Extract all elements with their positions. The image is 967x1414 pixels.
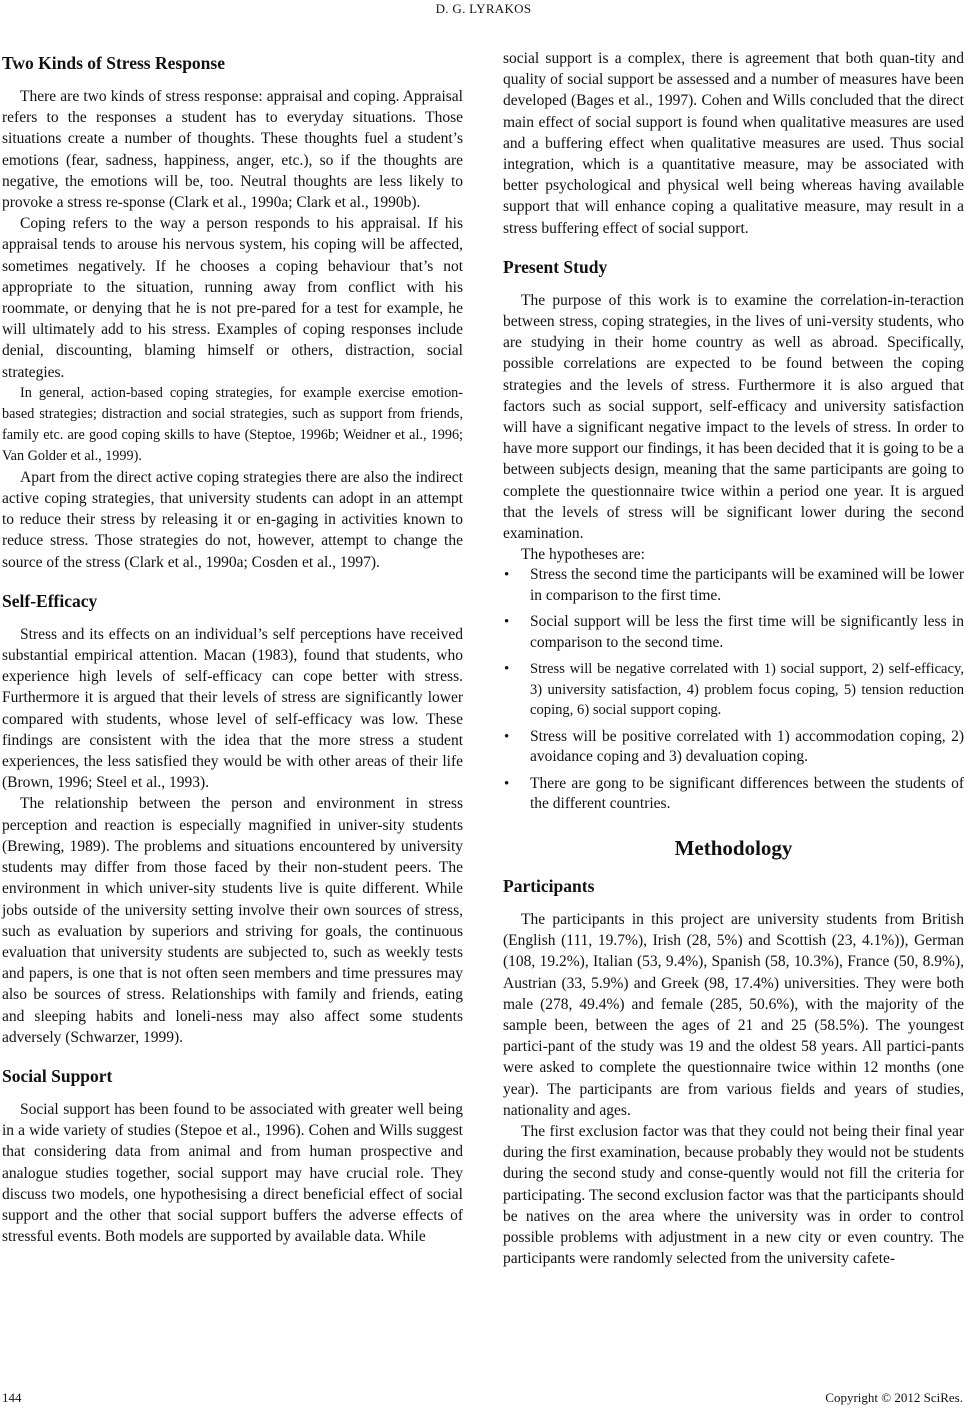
list-item [503,774,964,815]
paragraph: Apart from the direct active coping strategies there are also the indirect active coping strategies, that university students can adopt in an attempt to reduce their stress by releasing it or en-gaging in activities known to reduce stress. Those strategies do not, however, attempt to change the source of the stress (Clark et al., 1990a; Cosden et al., 1997). [2,468,463,571]
paragraph: Social support has been found to be associated with greater well being in a wide variety of studies (Stepoe et al., 1996). Cohen and Wills suggest that considering data from animal and from human prospective and analogue studies together, social support may have crucial role. They discuss two models, one hypothesising a direct beneficial effect of social support and the other that social support buffers the adverse effects of stressful events. Both models are supported by available data. While [2,1100,463,1246]
subsection-title-participants: Participants [503,875,595,896]
list-item [503,565,964,606]
section-title-methodology: Methodology [674,835,793,860]
section-title-social-support: Social Support [2,1065,113,1086]
list-item [503,659,964,721]
section-title-self-efficacy: Self-Efficacy [2,590,98,611]
hypothesis-text: Stress will be negative correlated with 1) social support, 2) self-efficacy, 3) university satisfaction, 4) problem focus coping, 5) tension reduction coping, 6) social support coping. [530,661,964,719]
hypothesis-text: There are gong to be significant differences between the students of the different countries. [530,774,964,813]
list-item [503,727,964,768]
paragraph: There are two kinds of stress response: appraisal and coping. Appraisal refers to the responses a student has to everyday situations. Those situations create a number of thoughts. These thoughts fuel a student’s emotions (fear, sadness, happiness, anger, etc.), so if the thoughts are negative, the emotions will be, too. Neutral thoughts are less likely to provoke a stress re-sponse (Clark et al., 1990a; Clark et al., 1990b). [2,88,463,212]
list-item [503,612,964,653]
left-column [2,48,463,1247]
bullet-icon: • [504,728,510,745]
copyright-notice: Copyright © 2012 SciRes. [825,1390,963,1405]
paragraph: The participants in this project are university students from British (English (111, 19.7%), Irish (28, 5%) and Scottish (23, 4.1%)), German (108, 19.2%), Italian (53, 9.4%), Spanish (58, 10.3%), France (50, 8.9%), Austrian (33, 5.9%) and Greek (98, 17.4%) universities. They were both male (278, 49.4%) and female (285, 50.6%), with the majority of the sample been, between the ages of 21 and 25 (58.5%). The youngest partici-pant of the study was 19 and the oldest 58 years. All partici-pants were asked to complete the questionnaire twice within 12 months (one year). The participants are from various fields and years of studies, nationality and ages. [503,910,964,1119]
section-title-stress-response: Two Kinds of Stress Response [2,53,225,73]
hypotheses-intro: The hypotheses are: [521,546,645,564]
paragraph: Stress and its effects on an individual’s self perceptions have received substantial empirical attention. Macan (1983), found that students, who experience high levels of self-efficacy can cope better with stress. Furthermore it is argued that their levels of stress are significantly lower compared with students, whose level of self-efficacy was low. These findings are consistent with the idea that the more stress a student experiences, the less satisfied they would be with other areas of their life (Brown, 1996; Steel et al., 1993). [2,625,463,792]
paragraph: The purpose of this work is to examine the correlation-in-teraction between stress, coping strategies, in the lives of uni-versity students, who are studying in their home country as well as abroad. Specifically, possible correlations are expected to be found between the coping strategies and the levels of stress. Furthermore it is also argued that factors such as social support, self-efficacy and university satisfaction will have a significant negative impact to the levels of stress. In order to have more support our findings, it has been decided that it is going to be a between subjects design, meaning that the same participants are going to complete the questionnaire twice within a period one year. It is argued that the levels of stress will be significant lower during the second examination. [503,291,964,543]
hypothesis-text: Social support will be less the first time will be significantly less in comparison to the second time. [530,613,964,651]
page-number: 144 [2,1390,22,1405]
paragraph: The first exclusion factor was that they could not being their final year during the first examination, because probably they would not be students during the second study and conse-quently would not fill the criteria for participating. The second exclusion factor was that the participants should be natives on the area where the university was in order to control possible problems with adjustment in a new city or even country. The participants were randomly selected from the university cafete- [503,1123,964,1268]
paragraph-continuation: social support is a complex, there is agreement that both quan-tity and quality of social support be assessed and a number of measures have been developed (Bages et al., 1997). Cohen and Wills concluded that the direct main effect of social support is found when qualitative measures are used and a buffering effect when qualitative measures are used. Thus social integration, which is a quantitative measure, may be associated with better psychological and physical well being whereas having available support that will enhance coping a qualitative measure, may result in a stress buffering effect of social support. [503,50,964,237]
hypothesis-text: Stress the second time the participants will be examined will be lower in comparison to the first time. [530,566,964,604]
hypothesis-text: Stress will be positive correlated with 1) accommodation coping, 2) avoidance coping and 3) devaluation coping. [530,727,964,766]
bullet-icon: • [504,661,510,678]
bullet-icon: • [504,567,510,584]
paragraph: The relationship between the person and environment in stress perception and reaction is especially magnified in univer-sity students (Brewing, 1989). The problems and situations encountered by university students may differ from those faced by their non-student peers. The environment in which univer-sity students live is quite different. While jobs outside of the university setting involve their own sources of stress, such as evaluation by superiors and striving for goals, the continuous evaluation that university students are subjected to, such as weekly tests and papers, is one that is not often seen members and time pressures may also be sources of stress. Relationships with family and friends, eating and sleeping habits and loneli-ness may also affect some students adversely (Schwarzer, 1999). [2,795,463,1046]
right-column [503,48,964,1269]
hypotheses-list [503,565,964,815]
paragraph: In general, action-based coping strategies, for example exercise emotion-based strategies; distraction and social strategies, such as support from friends, family etc. are good coping skills to have (Steptoe, 1996b; Weidner et al., 1996; Van Golder et al., 1999). [2,384,463,464]
paragraph: Coping refers to the way a person responds to his appraisal. If his appraisal tends to arouse his nervous system, his coping will be affected, sometimes negatively. If he chooses a coping behaviour that’s not appropriate to the situation, running away from conflict with his roommate, or denying that he is not pre-pared for a test for example, he will ultimately add to his stress. Examples of coping responses include denial, discounting, blaming himself or others, distraction, social strategies. [2,215,463,381]
bullet-icon: • [504,614,510,631]
bullet-icon: • [504,775,510,792]
running-head: D. G. LYRAKOS [435,1,532,16]
section-title-present-study: Present Study [503,256,608,277]
